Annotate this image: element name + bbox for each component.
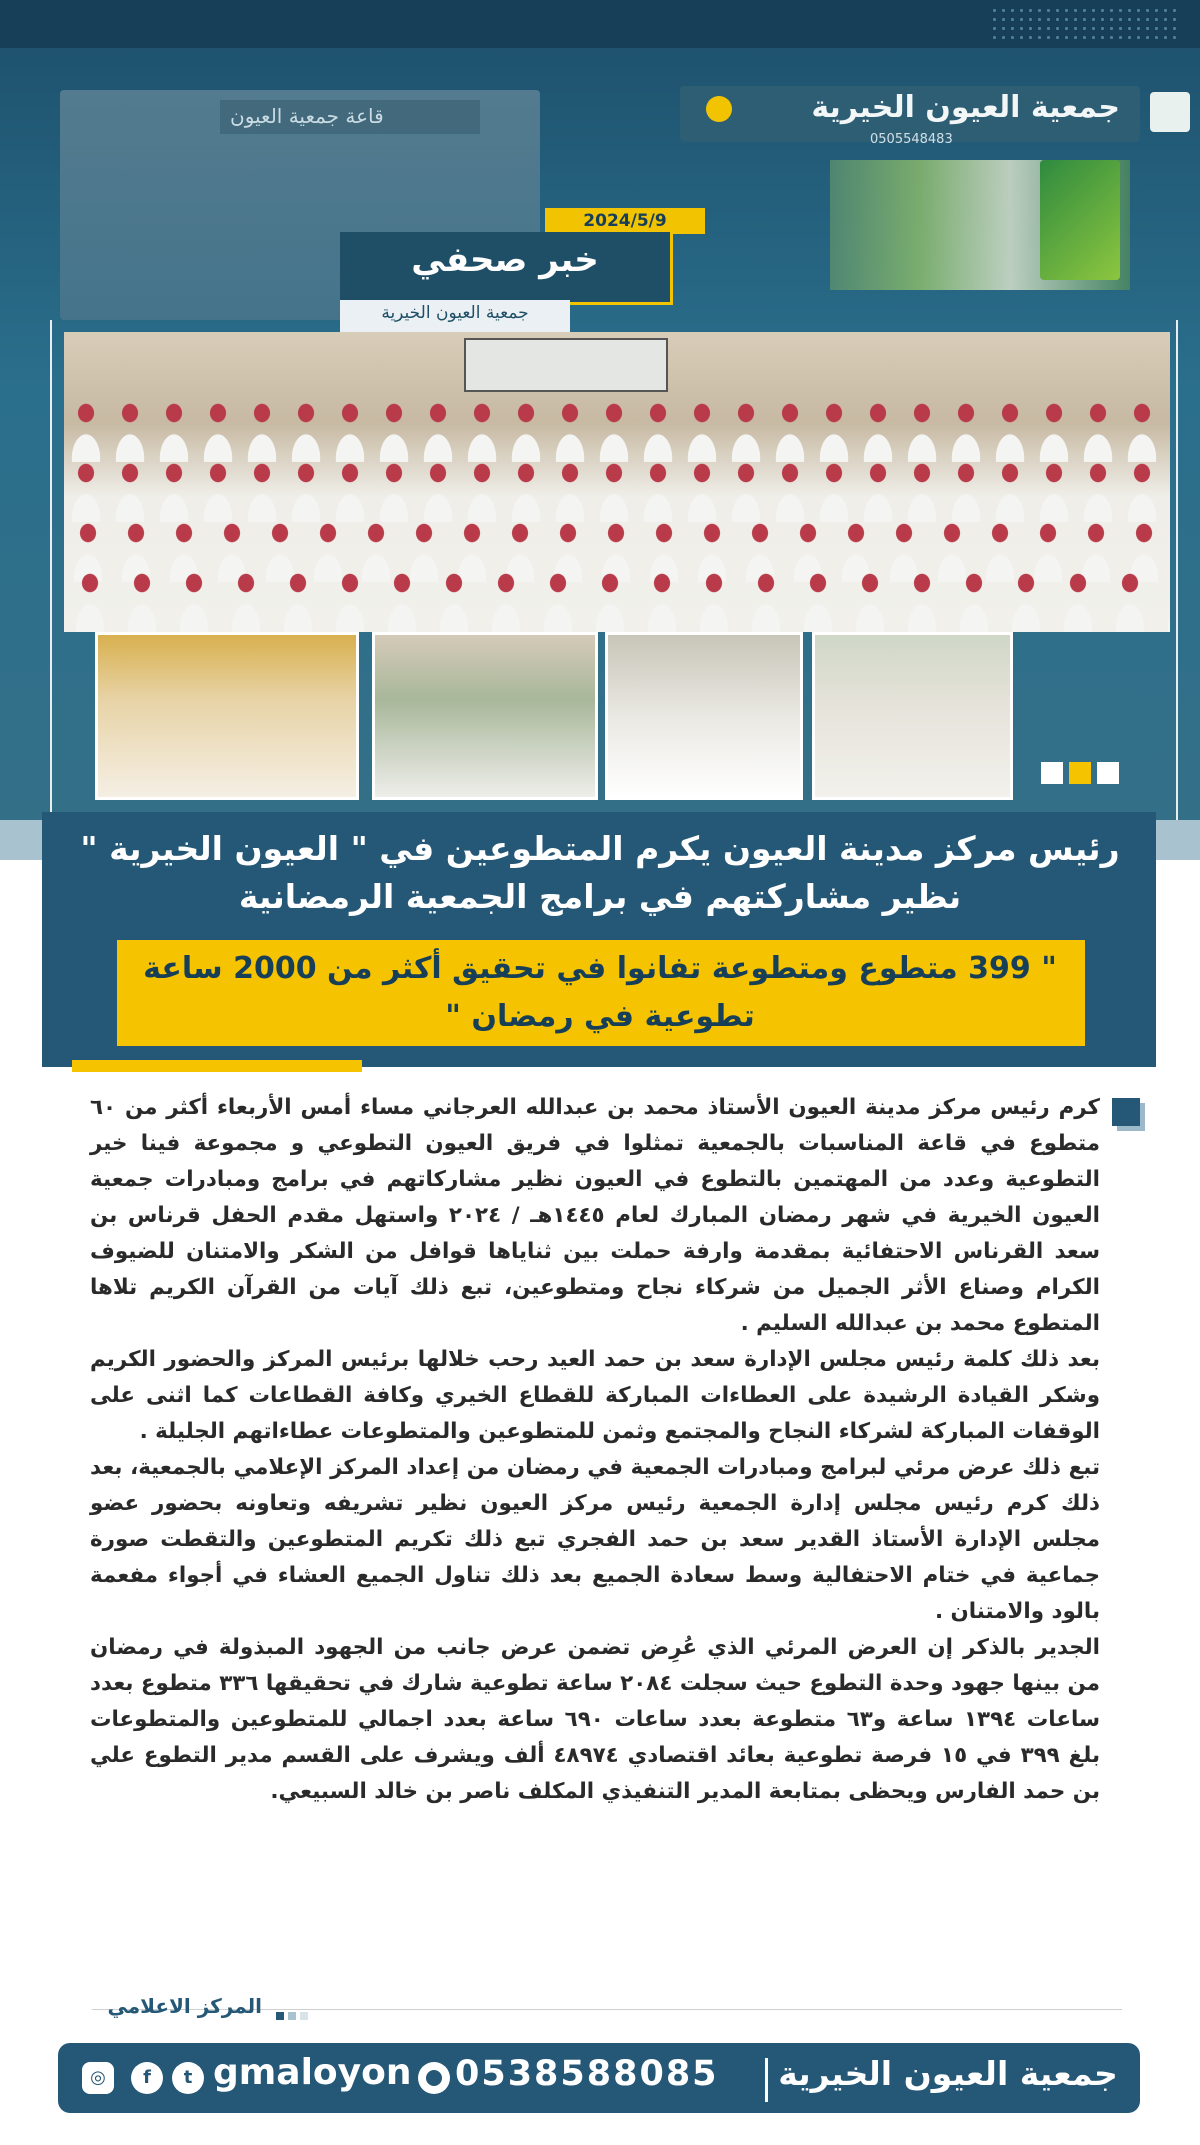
- headline: [60, 825, 1140, 921]
- decorative-squares: [1035, 762, 1119, 788]
- footer-phone[interactable]: 0538588085: [455, 2054, 719, 2094]
- thumbnail-photo-4: [812, 632, 1013, 800]
- page-title: خبر صحفي: [411, 240, 599, 280]
- page-subtitle: جمعية العيون الخيرية: [381, 303, 529, 323]
- square-icon: [1041, 762, 1063, 784]
- square-icon: [1069, 762, 1091, 784]
- signature-dots: [272, 2005, 308, 2024]
- quote-line-2: تطوعية في رمضان ": [445, 999, 755, 1034]
- square-icon: [1097, 762, 1119, 784]
- crowd-row: [64, 562, 1170, 632]
- whatsapp-icon[interactable]: [418, 2062, 450, 2094]
- decorative-dots: [990, 6, 1180, 42]
- green-logo-icon: [1040, 160, 1120, 280]
- org-banner-name: جمعية العيون الخيرية: [811, 90, 1120, 125]
- badge-icon: [1150, 92, 1190, 132]
- footer-separator: [765, 2058, 768, 2102]
- paragraph-4: الجدير بالذكر إن العرض المرئي الذي عُرِض تضمن عرض جانب من الجهود المبذولة في رمضان من بينها جهود وحدة التطوع حيث سجلت ٢٠٨٤ ساعة تطوعية شارك في تحقيقها ٣٣٦ متطوع بعدد ساعات ١٣٩٤ ساعة و٦٣ متطوعة بعدد ساعات ٦٩٠ ساعة بعدد اجمالي للمتطوعين والمتطوعات بلغ ٣٩٩ في ١٥ فرصة تطوعية بعائد اقتصادي ٤٨٩٧٤ ألف ويشرف على القسم مدير التطوع علي بن حمد الفارس ويحظى بمتابعة المدير التنفيذي المكلف ناصر بن خالد السبيعي.: [90, 1635, 1101, 1804]
- headline-line-2: نظير مشاركتهم في برامج الجمعية الرمضانية: [238, 877, 962, 916]
- quote: [130, 945, 1070, 1041]
- thumbnail-photo-2: [372, 632, 598, 800]
- paragraph-3: تبع ذلك عرض مرئي لبرامج ومبادرات الجمعية في رمضان من إعداد المركز الإعلامي بالجمعية، بعد ذلك كرم رئيس مجلس إدارة الجمعية رئيس مركز العيون نظير تشريفه وتعاونه بحضور عضو مجلس الإدارة الأستاذ القدير سعد بن حمد الفجري تبع ذلك تكريم المتطوعين والتقطت صورة جماعية في ختام الاحتفالية وسط سعادة الجميع بعد ذلك تناول الجميع العشاء في أجواء مفعمة بالود والامتنان .: [90, 1455, 1100, 1624]
- bullet-square-icon: [1112, 1098, 1140, 1126]
- dot-icon: [288, 2012, 296, 2020]
- headline-line-1: رئيس مركز مدينة العيون يكرم المتطوعين في " العيون الخيرية ": [80, 829, 1120, 868]
- paragraph-1: كرم رئيس مركز مدينة العيون الأستاذ محمد بن عبدالله العرجاني مساء أمس الأربعاء أكثر من ٦٠ متطوع في قاعة المناسبات بالجمعية تمثلوا في فريق العيون التطوعي و مجموعة فينا خير التطوعية وعدد من المهتمين بالتطوع في العيون نظير مشاركاتهم في برامج ومبادرات جمعية العيون الخيرية في شهر رمضان المبارك لعام ١٤٤٥هـ / ٢٠٢٤ واستهل مقدم الحفل قرناس بن سعد القرناس الاحتفائية بمقدمة وارفة حملت بين ثناياها قوافل من الشكر والامتنان للضيوف الكرام وصناع الأثر الجميل من شركاء نجاح ومتطوعين، تبع ذلك آيات من القرآن الكريم تلاها المتطوع محمد بن عبدالله السليم .: [90, 1095, 1100, 1336]
- sun-logo-icon: [706, 96, 732, 122]
- dot-icon: [300, 2012, 308, 2020]
- paragraph-2: بعد ذلك كلمة رئيس مجلس الإدارة سعد بن حمد العيد رحب خلالها برئيس المركز والحضور الكريم وشكر القيادة الرشيدة على العطاءات المباركة للقطاع الخيري وكافة القطاعات كما اثنى على الوقفات المباركة لشركاء النجاح والمجتمع وثمن للمتطوعين والمتطوعات عطاءاتهم الجليلة .: [90, 1347, 1100, 1444]
- thumbnail-photo-1: [95, 632, 359, 800]
- footer-org-name: جمعية العيون الخيرية: [778, 2054, 1118, 2093]
- facebook-icon[interactable]: f: [131, 2062, 163, 2094]
- screen-in-photo: [464, 338, 668, 392]
- banner-phone: 0505548483: [870, 132, 953, 147]
- footer-handle[interactable]: gmaloyon: [213, 2052, 412, 2093]
- group-photo: [64, 332, 1170, 632]
- signature: المركز الاعلامي: [107, 1994, 262, 2018]
- quote-line-1: " 399 متطوع ومتطوعة تفانوا في تحقيق أكثر من 2000 ساعة: [143, 951, 1057, 986]
- dot-icon: [276, 2012, 284, 2020]
- date-text: 2024/5/9: [583, 211, 667, 231]
- accent-bar: [72, 1060, 362, 1072]
- instagram-icon[interactable]: ◎: [82, 2062, 114, 2094]
- twitter-icon[interactable]: t: [172, 2062, 204, 2094]
- building-sign-text: قاعة جمعية العيون: [230, 104, 384, 128]
- article-body: [90, 1090, 1100, 1810]
- thumbnail-photo-3: [605, 632, 803, 800]
